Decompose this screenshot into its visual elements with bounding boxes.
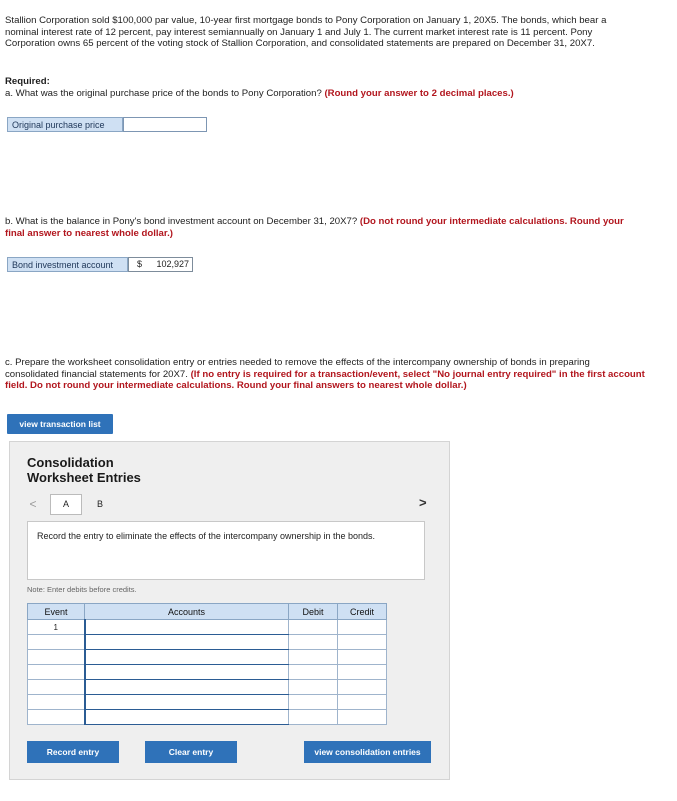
panel-title <box>27 455 141 485</box>
credit-input[interactable] <box>338 635 387 650</box>
part-b-instruction: (Do not round your intermediate calculations. Round your final answer to nearest whole dollar.) <box>5 216 624 239</box>
credit-input[interactable] <box>338 650 387 665</box>
record-entry-button[interactable]: Record entry <box>27 741 119 763</box>
view-consolidation-entries-button[interactable]: view consolidation entries <box>304 741 431 763</box>
journal-row <box>28 680 387 695</box>
clear-entry-button[interactable]: Clear entry <box>145 741 237 763</box>
original-purchase-price-input[interactable] <box>123 117 207 132</box>
event-cell <box>28 710 85 725</box>
debit-input[interactable] <box>289 665 338 680</box>
view-transaction-list-button[interactable]: view transaction list <box>7 414 113 434</box>
prev-arrow-icon[interactable]: < <box>29 497 37 511</box>
journal-row <box>28 710 387 725</box>
part-a-question-text: a. What was the original purchase price of the bonds to Pony Corporation? <box>5 88 322 99</box>
panel-title-line1: Consolidation <box>27 455 114 470</box>
column-header-accounts: Accounts <box>85 604 289 620</box>
journal-header-row <box>28 604 387 620</box>
tab-a[interactable]: A <box>50 494 82 515</box>
column-header-credit: Credit <box>338 604 387 620</box>
part-a-answer-row <box>7 117 207 132</box>
journal-row <box>28 635 387 650</box>
credit-input[interactable] <box>338 680 387 695</box>
debit-input[interactable] <box>289 680 338 695</box>
debit-input[interactable] <box>289 650 338 665</box>
bond-investment-value: 102,927 <box>156 259 189 269</box>
event-cell <box>28 665 85 680</box>
debit-input[interactable] <box>289 710 338 725</box>
part-c-question <box>5 357 645 392</box>
debit-input[interactable] <box>289 635 338 650</box>
part-b-question <box>5 216 645 239</box>
column-header-debit: Debit <box>289 604 338 620</box>
event-cell <box>28 680 85 695</box>
currency-symbol: $ <box>137 259 143 269</box>
original-purchase-price-label: Original purchase price <box>7 117 123 132</box>
account-select[interactable] <box>85 650 289 665</box>
bond-investment-account-input[interactable] <box>128 257 193 272</box>
event-cell <box>28 635 85 650</box>
credit-input[interactable] <box>338 665 387 680</box>
account-select[interactable] <box>85 710 289 725</box>
debits-note: Note: Enter debits before credits. <box>27 585 137 594</box>
part-c-question-text: c. Prepare the worksheet consolidation entry or entries needed to remove the effects of the intercompany ownership of bonds in preparing consolidated financial statements for 20X7. <box>5 357 590 380</box>
event-cell: 1 <box>28 620 85 635</box>
tab-b[interactable]: B <box>96 499 103 509</box>
panel-title-line2: Worksheet Entries <box>27 470 141 485</box>
part-b-question-text: b. What is the balance in Pony's bond investment account on December 31, 20X7? <box>5 216 358 227</box>
event-cell <box>28 650 85 665</box>
entry-instruction-box <box>27 521 425 580</box>
entry-instruction-text: Record the entry to eliminate the effects of the intercompany ownership in the bonds. <box>37 531 376 541</box>
debit-input[interactable] <box>289 620 338 635</box>
journal-row <box>28 665 387 680</box>
account-select[interactable] <box>85 665 289 680</box>
credit-input[interactable] <box>338 710 387 725</box>
journal-row <box>28 650 387 665</box>
credit-input[interactable] <box>338 695 387 710</box>
problem-intro: Stallion Corporation sold $100,000 par value, 10-year first mortgage bonds to Pony Corporation on January 1, 20X5. The bonds, which bear a nominal interest rate of 12 percent, pay interest semiannually on January 1 and July 1. The current market interest rate is 11 percent. Pony Corporation owns 65 percent of the voting stock of Stallion Corporation, and consolidated statements are prepared on December 31, 20X7. <box>5 15 607 49</box>
journal-row <box>28 620 387 635</box>
account-select[interactable] <box>85 695 289 710</box>
column-header-event: Event <box>28 604 85 620</box>
journal-row <box>28 695 387 710</box>
next-arrow-icon[interactable]: > <box>419 495 427 510</box>
account-select[interactable] <box>85 620 289 635</box>
part-a-instruction: (Round your answer to 2 decimal places.) <box>324 88 514 99</box>
part-c-instruction: (If no entry is required for a transaction/event, select "No journal entry required" in the first account field. Do not round your intermediate calculations. Round your final answers to nearest whole dollar.) <box>5 368 645 391</box>
event-cell <box>28 695 85 710</box>
journal-entry-table <box>27 603 387 725</box>
debit-input[interactable] <box>289 695 338 710</box>
part-a-question <box>5 88 665 100</box>
account-select[interactable] <box>85 635 289 650</box>
required-label: Required: <box>5 76 50 87</box>
credit-input[interactable] <box>338 620 387 635</box>
part-b-answer-row <box>7 257 193 272</box>
bond-investment-account-label: Bond investment account <box>7 257 128 272</box>
account-select[interactable] <box>85 680 289 695</box>
